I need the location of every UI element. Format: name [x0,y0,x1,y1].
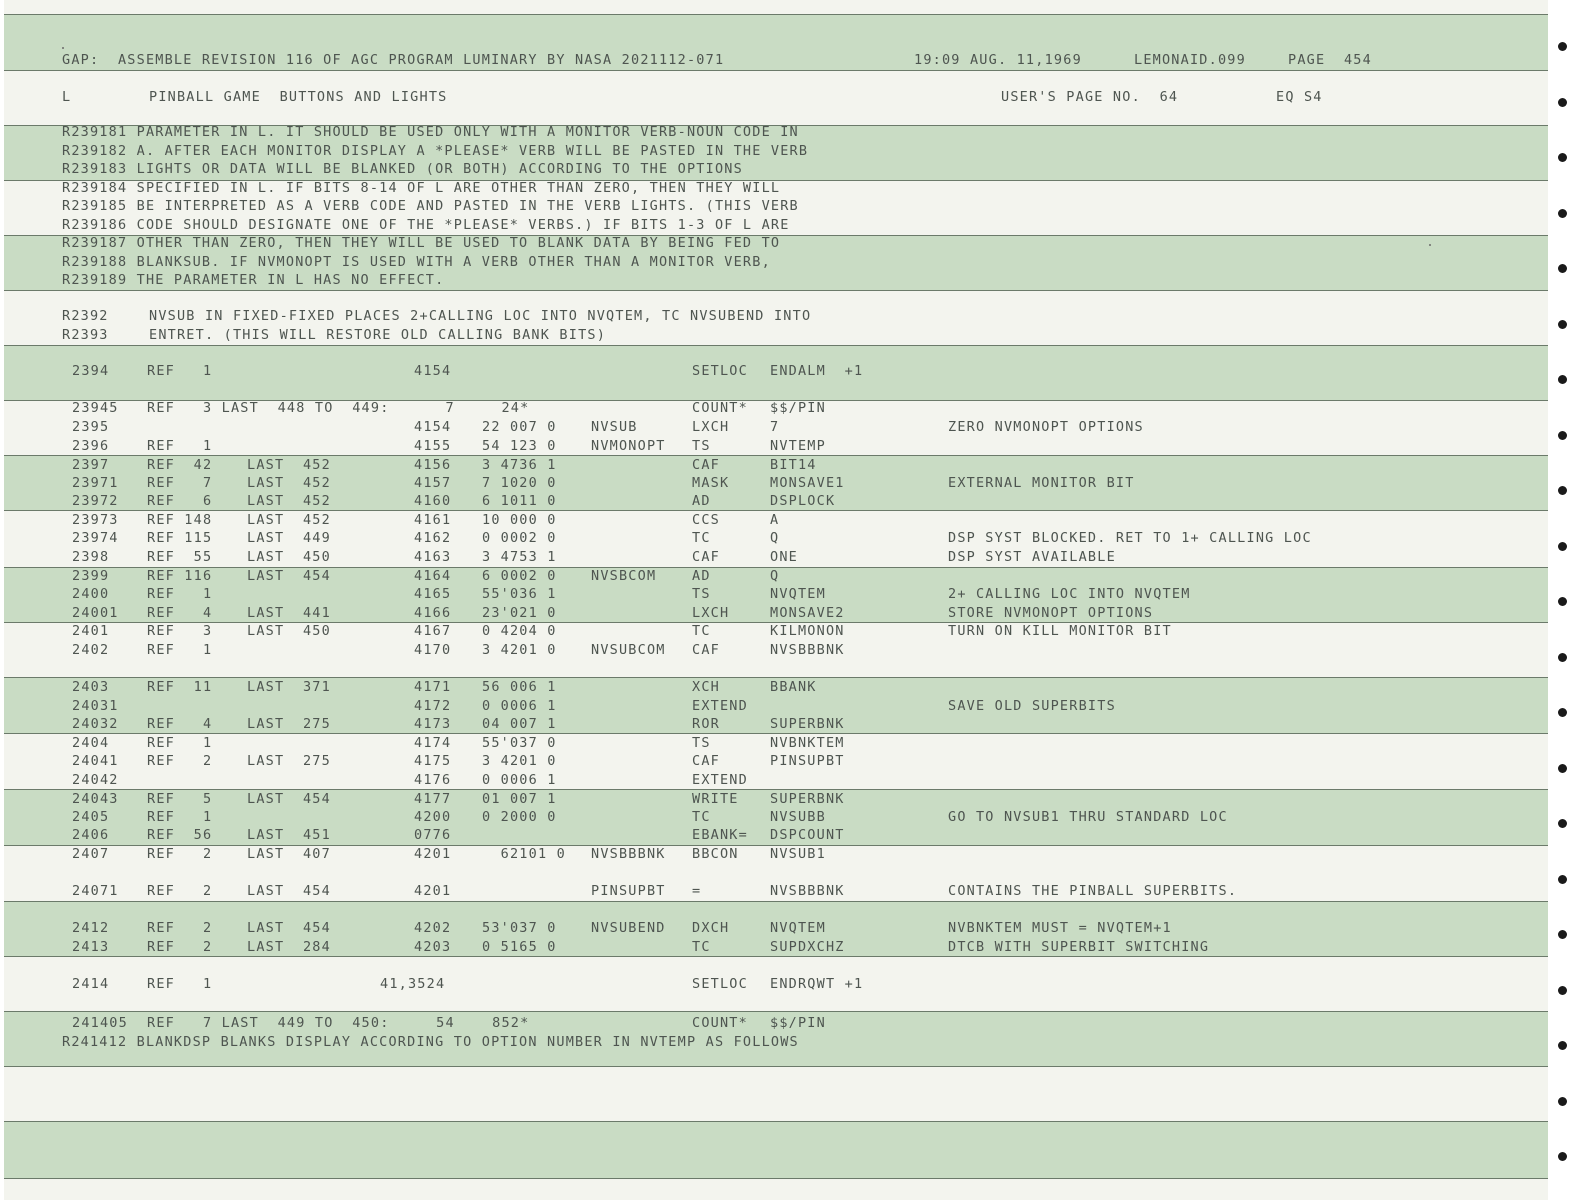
listing-line: 23972 [72,493,119,509]
remark-line [4,271,1548,289]
listing-ref: REF 11 [147,679,213,695]
feed-hole [1558,98,1567,107]
listing-ref: REF 3 LAST 448 TO 449: 7 24* [147,400,530,416]
feed-hole [1558,542,1567,551]
listing-ref: REF 2 [147,920,213,936]
listing-comment: STORE NVMONOPT OPTIONS [948,605,1154,621]
listing-addr: 4160 [414,493,452,509]
listing-operand: NVTEMP [770,438,826,454]
listing-last: LAST 454 [247,568,331,584]
listing-last: LAST 454 [247,791,331,807]
listing-op: LXCH [692,605,730,621]
listing-last: LAST 452 [247,457,331,473]
listing-row [4,771,1548,789]
listing-operand: NVSBBBNK [770,642,845,658]
listing-last: LAST 371 [247,679,331,695]
feed-hole [1558,320,1567,329]
listing-line: 2399 [72,568,110,584]
listing-last: LAST 407 [247,846,331,862]
listing-operand: DSPLOCK [770,493,836,509]
feed-hole [1558,597,1567,606]
listing-op: SETLOC [692,363,748,379]
listing-row [4,975,1548,993]
remark-text: R239183 LIGHTS OR DATA WILL BE BLANKED (OR BOTH) ACCORDING TO THE OPTIONS [62,161,743,177]
listing-addr: 4173 [414,716,452,732]
listing-row [4,919,1548,937]
listing-addr: 4154 [414,419,452,435]
listing-operand: NVSUBB [770,809,826,825]
remark-line [4,123,1548,141]
listing-op: COUNT* [692,1015,748,1031]
listing-op: TS [692,438,711,454]
listing-comment: SAVE OLD SUPERBITS [948,698,1116,714]
listing-code: 0 2000 0 [482,809,557,825]
listing-comment: NVBNKTEM MUST = NVQTEM+1 [948,920,1172,936]
listing-code: 0 0002 0 [482,530,557,546]
listing-comment: GO TO NVSUB1 THRU STANDARD LOC [948,809,1228,825]
listing-line: 23945 [72,400,119,416]
listing-operand: Q [770,530,780,546]
listing-op: CAF [692,549,720,565]
listing-last: LAST 449 [247,530,331,546]
listing-last: LAST 452 [247,475,331,491]
listing-operand: NVSBBBNK [770,883,845,899]
listing-ref: REF 1 [147,586,213,602]
users-page: USER'S PAGE NO. 64 [1001,89,1179,105]
listing-label: PINSUPBT [591,883,666,899]
listing-row [4,845,1548,863]
listing-addr: 4154 [414,363,452,379]
remark-line [4,216,1548,234]
listing-code: 10 000 0 [482,512,557,528]
listing-ref: REF 2 [147,883,213,899]
listing-row [4,752,1548,770]
feed-hole [1558,153,1567,162]
listing-comment: DSP SYST AVAILABLE [948,549,1116,565]
listing-comment: 2+ CALLING LOC INTO NVQTEM [948,586,1191,602]
listing-row [4,567,1548,585]
listing-line: 2407 [72,846,110,862]
listing-line: 2412 [72,920,110,936]
listing-row [4,882,1548,900]
listing-line: 2413 [72,939,110,955]
listing-last: LAST 284 [247,939,331,955]
listing-code: 3 4753 1 [482,549,557,565]
feed-hole [1558,1041,1567,1050]
listing-last: LAST 454 [247,920,331,936]
listing-op: DXCH [692,920,730,936]
listing-last: LAST 450 [247,623,331,639]
remark-text: R239181 PARAMETER IN L. IT SHOULD BE USED ONLY WITH A MONITOR VERB-NOUN CODE IN [62,124,799,140]
listing-operand: MONSAVE2 [770,605,845,621]
listing-comment: CONTAINS THE PINBALL SUPERBITS. [948,883,1238,899]
listing-code: 7 1020 0 [482,475,557,491]
listing-line: 2414 [72,976,110,992]
header-title: GAP: ASSEMBLE REVISION 116 OF AGC PROGRAM LUMINARY BY NASA 2021112-071 [62,52,725,68]
subheader-line [4,88,1548,106]
listing-operand: NVQTEM [770,586,826,602]
listing-code: 22 007 0 [482,419,557,435]
listing-operand: BIT14 [770,457,817,473]
listing-ref: REF 2 [147,939,213,955]
remark-text: R239182 A. AFTER EACH MONITOR DISPLAY A *PLEASE* VERB WILL BE PASTED IN THE VERB [62,142,809,159]
listing-row [4,418,1548,436]
remark-line [4,142,1548,160]
listing-line: 2405 [72,809,110,825]
listing-code: 01 007 1 [482,791,557,807]
listing-op: AD [692,493,711,509]
listing-last: LAST 275 [247,716,331,732]
listing-ref: REF 56 [147,827,213,843]
listing-addr: 4201 [414,883,452,899]
listing-operand: A [770,512,780,528]
listing-ref: REF 115 [147,530,213,546]
listing-addr: 4203 [414,939,452,955]
listing-addr: 4163 [414,549,452,565]
remark-line [4,179,1548,197]
remark-text: R239185 BE INTERPRETED AS A VERB CODE AND PASTED IN THE VERB LIGHTS. (THIS VERB [62,198,799,214]
listing-addr: 4165 [414,586,452,602]
listing-ref: REF 55 [147,549,213,565]
listing-row [4,362,1548,380]
listing-op: LXCH [692,419,730,435]
listing-code: 55'036 1 [482,586,557,602]
listing-comment: TURN ON KILL MONITOR BIT [948,623,1172,639]
feed-hole [1558,431,1567,440]
listing-op: TS [692,735,711,751]
feed-hole [1558,486,1567,495]
listing-line: 241405 [72,1015,128,1031]
listing-line: 23974 [72,530,119,546]
listing-row [4,511,1548,529]
section-title: PINBALL GAME BUTTONS AND LIGHTS [149,89,448,105]
listing-line: 2404 [72,735,110,751]
listing-row [4,790,1548,808]
listing-ref: REF 7 [147,475,213,491]
listing-op: CCS [692,512,720,528]
listing-row [4,938,1548,956]
listing-ref: REF 4 [147,716,213,732]
listing-operand: SUPDXCHZ [770,939,845,955]
listing-line: 2402 [72,642,110,658]
listing-last: LAST 452 [247,493,331,509]
listing-addr: 4171 [414,679,452,695]
listing-code: 62101 0 [482,846,566,862]
listing-op: EXTEND [692,698,748,714]
listing-addr: 4174 [414,735,452,751]
listing-op: TC [692,809,711,825]
listing-row [4,437,1548,455]
listing-addr: 4162 [414,530,452,546]
listing-op: EBANK= [692,827,748,843]
feed-hole [1558,1152,1567,1161]
listing-operand: MONSAVE1 [770,475,845,491]
listing-ref: REF 7 LAST 449 TO 450: 54 852* [147,1015,530,1031]
listing-op: CAF [692,457,720,473]
listing-operand: $$/PIN [770,400,826,416]
listing-code: 0 4204 0 [482,623,557,639]
listing-op: TS [692,586,711,602]
listing-row [4,1014,1548,1032]
listing-row [4,529,1548,547]
remark-line [4,307,1548,325]
listing-line: 2394 [72,363,110,379]
subheader-label: L [62,89,72,105]
listing-row [4,734,1548,752]
listing-addr: 4155 [414,438,452,454]
header-file: LEMONAID.099 [1134,52,1246,68]
listing-operand: Q [770,568,780,584]
listing-line: 24031 [72,698,119,714]
listing-addr: 41,3524 [380,976,446,992]
feed-hole [1558,375,1567,384]
remark-text: R239188 BLANKSUB. IF NVMONOPT IS USED WITH A VERB OTHER THAN A MONITOR VERB, [62,253,771,270]
listing-ref: REF 1 [147,363,213,379]
listing-ref: REF 42 [147,457,213,473]
listing-last: LAST 441 [247,605,331,621]
listing-ref: REF 6 [147,493,213,509]
listing-operand: SUPERBNK [770,716,845,732]
listing-operand: NVSUB1 [770,846,826,862]
listing-ref: REF 148 [147,512,213,528]
listing-addr: 4167 [414,623,452,639]
listing-code: 54 123 0 [482,438,557,454]
listing-ref: REF 1 [147,976,213,992]
listing-op: TC [692,623,711,639]
listing-last: LAST 275 [247,753,331,769]
listing-last: LAST 454 [247,883,331,899]
feed-hole [1558,930,1567,939]
listing-line: 2395 [72,419,110,435]
remark-text: NVSUB IN FIXED-FIXED PLACES 2+CALLING LOC INTO NVQTEM, TC NVSUBEND INTO [149,308,812,324]
listing-addr: 4166 [414,605,452,621]
listing-addr: 4157 [414,475,452,491]
listing-ref: REF 1 [147,642,213,658]
listing-comment: ZERO NVMONOPT OPTIONS [948,419,1144,435]
listing-line: 23973 [72,512,119,528]
listing-line: 2398 [72,549,110,565]
listing-code: 0 5165 0 [482,939,557,955]
listing-row [4,697,1548,715]
listing-code: 3 4201 0 [482,642,557,658]
listing-operand: BBANK [770,679,817,695]
listing-code: 56 006 1 [482,679,557,695]
listing-line: 2401 [72,623,110,639]
listing-operand: PINSUPBT [770,753,845,769]
listing-row [4,678,1548,696]
listing-addr: 4201 [414,846,452,862]
listing-op: XCH [692,679,720,695]
header-timestamp: 19:09 AUG. 11,1969 [914,52,1082,68]
listing-op: COUNT* [692,400,748,416]
feed-hole [1558,1097,1567,1106]
listing-label: NVSUBEND [591,920,666,936]
remark-id: R2392 [62,308,109,324]
listing-label: NVSUB [591,419,638,435]
remark-line [4,326,1548,344]
feed-hole [1558,875,1567,884]
listing-row [4,641,1548,659]
feed-hole [1558,653,1567,662]
listing-row [4,826,1548,844]
remark-line [4,234,1548,252]
listing-line: 2406 [72,827,110,843]
listing-ref: REF 3 [147,623,213,639]
listing-last: LAST 452 [247,512,331,528]
listing-ref: REF 116 [147,568,213,584]
feed-hole [1558,42,1567,51]
listing-op: = [692,883,702,899]
listing-operand: $$/PIN [770,1015,826,1031]
listing-line: 2403 [72,679,110,695]
listing-line: 2397 [72,457,110,473]
listing-code: 0 0006 1 [482,772,557,788]
listing-row [4,474,1548,492]
listing-operand: KILMONON [770,623,845,639]
listing-code: 3 4201 0 [482,753,557,769]
listing-line: 24032 [72,716,119,732]
listing-last: LAST 451 [247,827,331,843]
listing-ref: REF 2 [147,753,213,769]
tractor-feed-holes [1554,0,1572,1200]
listing-ref: REF 2 [147,846,213,862]
listing-code: 55'037 0 [482,735,557,751]
listing-code: 53'037 0 [482,920,557,936]
listing-line: 23971 [72,475,119,491]
listing-op: TC [692,530,711,546]
listing-ref: REF 1 [147,438,213,454]
listing-operand: ENDRQWT +1 [770,976,864,992]
listing-addr: 4164 [414,568,452,584]
listing-op: EXTEND [692,772,748,788]
feed-hole [1558,209,1567,218]
listing-operand: NVBNKTEM [770,735,845,751]
listing-row [4,585,1548,603]
listing-row [4,715,1548,733]
listing-op: TC [692,939,711,955]
trailer-line [4,1033,1548,1051]
listing-row [4,808,1548,826]
listing-addr: 4202 [414,920,452,936]
listing-row [4,456,1548,474]
listing-addr: 4176 [414,772,452,788]
listing-code: 04 007 1 [482,716,557,732]
remark-text: R239184 SPECIFIED IN L. IF BITS 8-14 OF L ARE OTHER THAN ZERO, THEN THEY WILL [62,179,781,196]
listing-code: 23'021 0 [482,605,557,621]
remark-line [4,160,1548,178]
listing-addr: 4175 [414,753,452,769]
listing-comment: DTCB WITH SUPERBIT SWITCHING [948,939,1210,955]
listing-op: MASK [692,475,730,491]
listing-ref: REF 4 [147,605,213,621]
listing-op: WRITE [692,791,739,807]
listing-line: 24042 [72,772,119,788]
eq-label: EQ S4 [1276,89,1323,105]
listing-operand: 7 [770,419,780,435]
listing-line: 24041 [72,753,119,769]
feed-hole [1558,764,1567,773]
remark-line [4,253,1548,271]
listing-code: 6 0002 0 [482,568,557,584]
listing-addr: 4177 [414,791,452,807]
trailer-text: R241412 BLANKDSP BLANKS DISPLAY ACCORDING TO OPTION NUMBER IN NVTEMP AS FOLLOWS [62,1034,799,1050]
listing-line: 24001 [72,605,119,621]
listing-addr: 4172 [414,698,452,714]
listing-comment: EXTERNAL MONITOR BIT [948,475,1135,491]
listing-operand: DSPCOUNT [770,827,845,843]
remark-text: R239189 THE PARAMETER IN L HAS NO EFFECT. [62,272,445,288]
listing-operand: ONE [770,549,798,565]
listing-ref: REF 1 [147,735,213,751]
listing-row [4,492,1548,510]
listing-addr: 4200 [414,809,452,825]
listing-label: NVSUBCOM [591,642,666,658]
feed-hole [1558,264,1567,273]
listing-row [4,622,1548,640]
listing-operand: NVQTEM [770,920,826,936]
listing-line: 24071 [72,883,119,899]
feed-hole [1558,986,1567,995]
listing-label: NVSBCOM [591,568,657,584]
listing-label: NVSBBBNK [591,846,666,862]
listing-op: ROR [692,716,720,732]
listing-op: AD [692,568,711,584]
listing-op: SETLOC [692,976,748,992]
remark-text: ENTRET. (THIS WILL RESTORE OLD CALLING BANK BITS) [149,326,607,343]
listing-operand: SUPERBNK [770,791,845,807]
listing-row [4,399,1548,417]
remark-text: R239186 CODE SHOULD DESIGNATE ONE OF THE *PLEASE* VERBS.) IF BITS 1-3 OF L ARE [62,216,790,233]
listing-row [4,604,1548,622]
listing-line: 24043 [72,791,119,807]
remark-text: R239187 OTHER THAN ZERO, THEN THEY WILL BE USED TO BLANK DATA BY BEING FED TO [62,235,781,251]
listing-addr: 4156 [414,457,452,473]
listing-code: 0 0006 1 [482,698,557,714]
listing-last: LAST 450 [247,549,331,565]
listing-addr: 0776 [414,827,452,843]
page-number: PAGE 454 [1288,52,1372,68]
listing-op: CAF [692,642,720,658]
listing-code: 6 1011 0 [482,493,557,509]
listing-op: CAF [692,753,720,769]
listing-addr: 4161 [414,512,452,528]
listing-row [4,548,1548,566]
listing-comment: DSP SYST BLOCKED. RET TO 1+ CALLING LOC [948,530,1312,546]
printout-page [4,0,1548,1200]
listing-addr: 4170 [414,642,452,658]
green-band [4,1121,1548,1178]
listing-op: BBCON [692,846,739,862]
feed-hole [1558,708,1567,717]
listing-line: 2396 [72,438,110,454]
remark-id: R2393 [62,326,109,343]
listing-operand: ENDALM +1 [770,363,864,379]
header-line [4,51,1548,69]
listing-line: 2400 [72,586,110,602]
listing-code: 3 4736 1 [482,457,557,473]
listing-ref: REF 1 [147,809,213,825]
listing-ref: REF 5 [147,791,213,807]
remark-line [4,197,1548,215]
feed-hole [1558,819,1567,828]
listing-label: NVMONOPT [591,438,666,454]
